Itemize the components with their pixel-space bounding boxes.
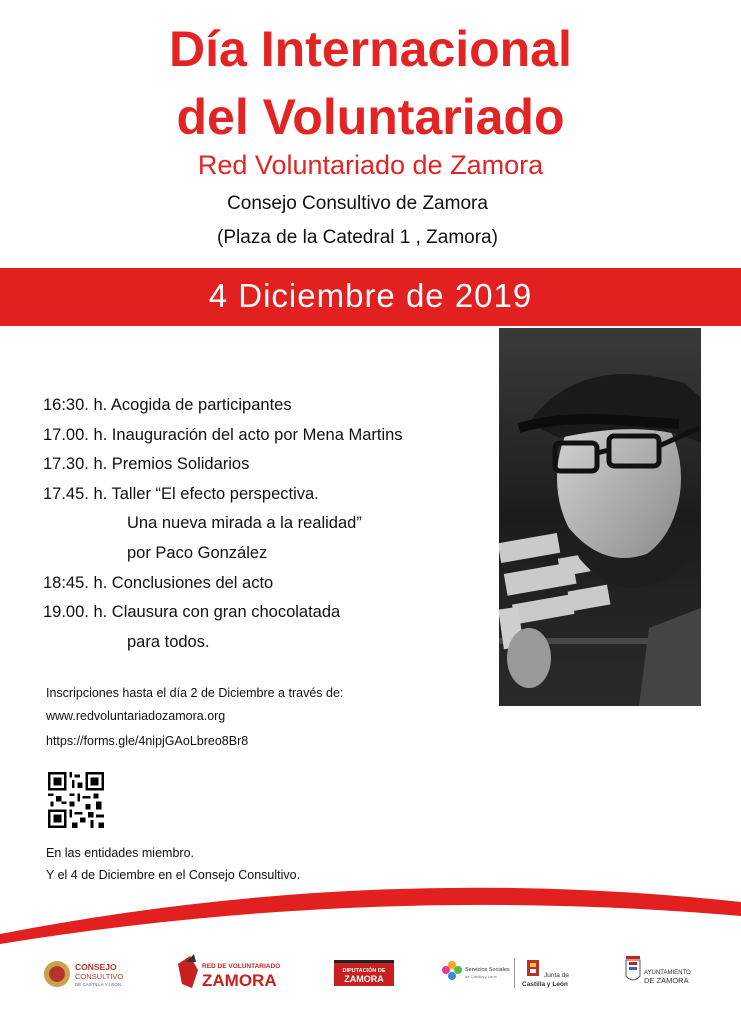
- red-wave-divider: [0, 872, 741, 952]
- venue-name: Consejo Consultivo de Zamora: [227, 193, 488, 214]
- poster-title-line-2: del Voluntariado: [176, 89, 565, 145]
- schedule-item: 18:45. h. Conclusiones del acto: [43, 574, 274, 592]
- diputacion-zamora-logo: [332, 948, 398, 1000]
- registration-form-link[interactable]: https://forms.gle/4nipjGAoLbreo8Br8: [46, 734, 249, 748]
- event-date: 4 Diciembre de 2019: [208, 277, 533, 314]
- schedule-item: 17.30. h. Premios Solidarios: [43, 455, 250, 473]
- ayuntamiento-zamora-logo: [622, 948, 700, 1000]
- diputacion-logo-line1: DIPUTACIÓN DE: [342, 968, 386, 974]
- schedule-item: 16:30. h. Acogida de participantes: [43, 396, 292, 414]
- schedule-item: 19.00. h. Clausura con gran chocolatada: [43, 603, 341, 621]
- consejo-consultivo-logo: [42, 948, 137, 1000]
- ayuntamiento-logo-line2: DE ZAMORA: [644, 976, 689, 985]
- schedule-item-continuation: para todos.: [127, 633, 210, 651]
- junta-logo-line2: Castilla y León: [522, 981, 568, 988]
- registration-website-link[interactable]: www.redvoluntariadozamora.org: [46, 709, 226, 723]
- footer-note-1: En las entidades miembro.: [46, 846, 194, 860]
- poster-title-line-1: Día Internacional: [169, 21, 572, 77]
- registration-intro: Inscripciones hasta el día 2 de Diciembre a través de:: [46, 686, 344, 700]
- servicios-sociales-junta-logo: [436, 948, 586, 1000]
- sponsor-logos: [0, 948, 741, 1008]
- consejo-logo-line2: CONSULTIVO: [75, 972, 124, 981]
- footer-note-2: Y el 4 de Diciembre en el Consejo Consultivo.: [46, 868, 301, 882]
- schedule-item: 17.45. h. Taller “El efecto perspectiva.: [43, 485, 319, 503]
- red-logo-line1: RED DE VOLUNTARIADO: [202, 963, 281, 970]
- speaker-photo: [499, 328, 701, 706]
- date-banner: [0, 268, 741, 326]
- ayuntamiento-logo-line1: AYUNTAMIENTO: [644, 970, 691, 976]
- schedule-item-continuation: por Paco González: [127, 544, 268, 562]
- diputacion-logo-line2: ZAMORA: [344, 974, 384, 984]
- servicios-logo-line1: Servicios Sociales: [465, 967, 510, 973]
- consejo-logo-line3: DE CASTILLA Y LEÓN: [75, 982, 122, 987]
- junta-logo-line1: Junta de: [544, 972, 569, 979]
- servicios-logo-line2: de Castilla y León: [465, 974, 497, 979]
- red-logo-line2: ZAMORA: [202, 971, 277, 990]
- consejo-logo-line1: CONSEJO: [75, 962, 117, 972]
- venue-address: (Plaza de la Catedral 1 , Zamora): [217, 227, 498, 248]
- red-voluntariado-logo: [172, 948, 282, 1000]
- schedule-item: 17.00. h. Inauguración del acto por Mena Martins: [43, 426, 403, 444]
- schedule-item-continuation: Una nueva mirada a la realidad”: [127, 514, 362, 532]
- qr-code[interactable]: [48, 772, 104, 828]
- poster-subtitle: Red Voluntariado de Zamora: [197, 150, 544, 180]
